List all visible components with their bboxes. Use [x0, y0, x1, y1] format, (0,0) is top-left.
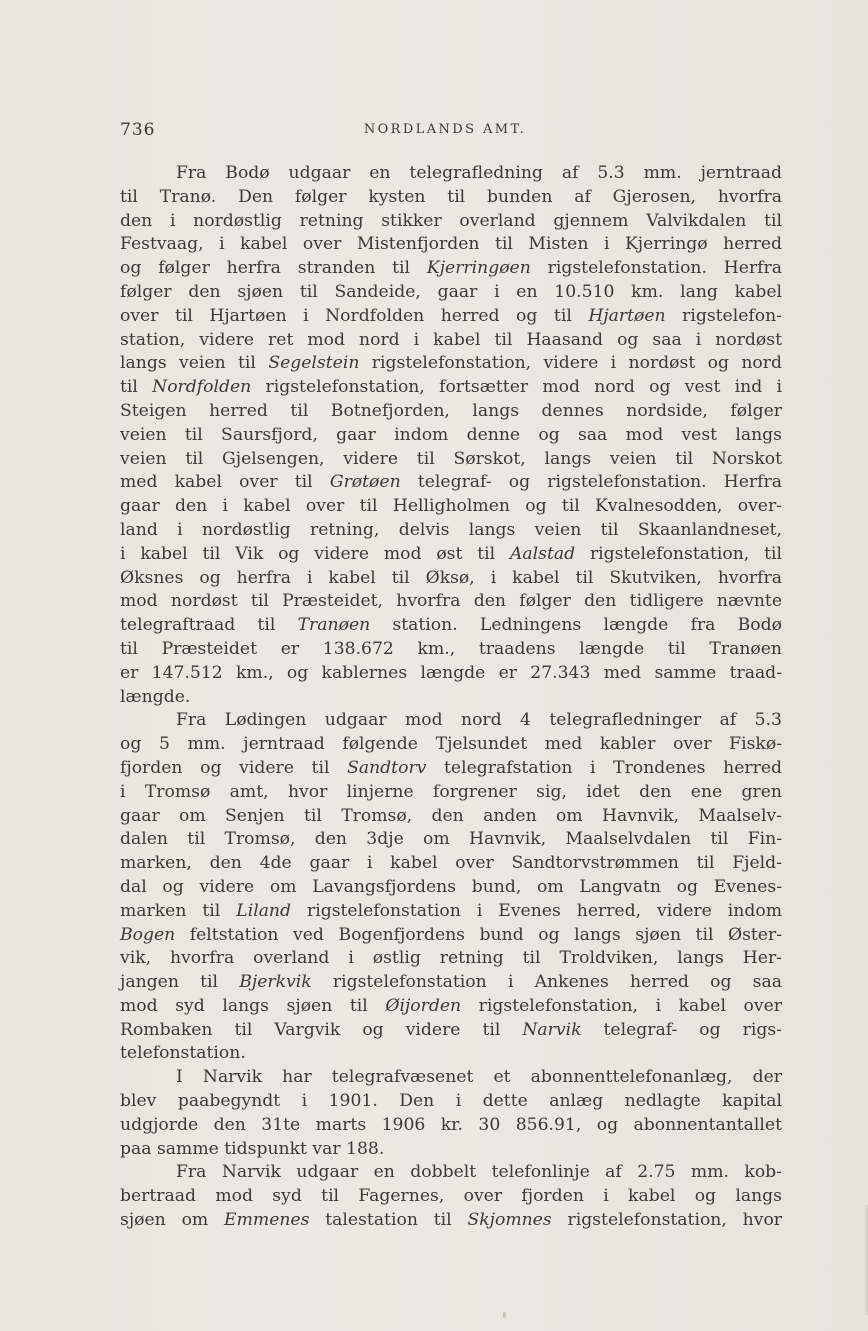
text-run: Fra Lødingen udgaar mod nord 4 telegrafledninger af 5.3: [176, 710, 782, 731]
paragraph: [120, 162, 782, 709]
text-line: [120, 1090, 782, 1114]
text-line: [120, 1066, 782, 1090]
text-run: dalen til Tromsø, den 3dje om Havnvik, Maalselvdalen til Fin-: [120, 829, 782, 850]
place-name: Skjomnes: [467, 1210, 552, 1231]
text-line: [120, 1138, 782, 1162]
text-line: [120, 733, 782, 757]
place-name: Grøtøen: [329, 472, 401, 493]
text-run: længde.: [120, 686, 191, 707]
text-run: telegraf- og rigstelefonstation. Herfra: [400, 472, 782, 493]
text-run: Steigen herred til Botnefjorden, langs dennes nordside, følger: [120, 400, 782, 421]
text-line: [120, 638, 782, 662]
text-run: rigstelefonstation. Herfra: [530, 258, 783, 279]
text-run: Fra Bodø udgaar en telegrafledning af 5.3 mm. jerntraad: [176, 163, 782, 183]
text-run: telefonstation.: [120, 1043, 246, 1064]
text-run: mod nordøst til Præsteidet, hvorfra den følger den tidligere nævnte: [120, 591, 782, 612]
text-run: marken, den 4de gaar i kabel over Sandtorvstrømmen til Fjeld-: [120, 853, 782, 874]
body-text: [120, 162, 782, 1233]
text-line: [120, 1209, 782, 1233]
text-run: Festvaag, i kabel over Mistenfjorden til Misten i Kjerringø herred: [120, 234, 782, 255]
text-run: station, videre ret mod nord i kabel til Haasand og saa i nordøst: [120, 329, 782, 350]
text-line: [120, 352, 782, 376]
text-line: [120, 781, 782, 805]
place-name: Aalstad: [509, 543, 576, 564]
text-line: [120, 471, 782, 495]
text-line: [120, 448, 782, 472]
text-line: [120, 495, 782, 519]
place-name: Bogen: [120, 924, 176, 945]
text-line: [120, 852, 782, 876]
text-run: til Tranø. Den følger kysten til bunden af Gjerosen, hvorfra: [120, 186, 782, 207]
text-run: til: [120, 377, 153, 398]
paragraph: [120, 1161, 782, 1232]
place-name: Sandtorv: [347, 757, 427, 778]
text-run: er 147.512 km., og kablernes længde er 27.343 med samme traad-: [120, 662, 782, 683]
text-line: [120, 162, 782, 186]
paragraph: [120, 709, 782, 1066]
page-edge-shadow: [864, 1205, 868, 1315]
text-run: over til Hjartøen i Nordfolden herred og til: [120, 305, 589, 326]
text-run: rigstelefonstation, videre i nordøst og nord: [359, 353, 782, 374]
text-line: [120, 424, 782, 448]
text-line: [120, 1114, 782, 1138]
text-run: bertraad mod syd til Fagernes, over fjorden i kabel og langs: [120, 1186, 782, 1207]
text-line: [120, 805, 782, 829]
text-line: [120, 709, 782, 733]
text-line: [120, 186, 782, 210]
text-run: Fra Narvik udgaar en dobbelt telefonlinje af 2.75 mm. kob-: [176, 1162, 782, 1183]
text-run: telegrafstation i Trondenes herred: [426, 757, 782, 778]
text-line: [120, 828, 782, 852]
text-run: station. Ledningens længde fra Bodø: [370, 615, 782, 636]
text-line: [120, 519, 782, 543]
text-run: marken til: [120, 900, 237, 921]
text-run: udgjorde den 31te marts 1906 kr. 30 856.91, og abonnentantallet: [120, 1114, 782, 1135]
text-run: telegraftraad til: [120, 615, 298, 636]
place-name: Segelstein: [268, 353, 360, 374]
text-run: gaar om Senjen til Tromsø, den anden om Havnvik, Maalselv-: [120, 805, 782, 826]
text-run: fjorden og videre til: [120, 757, 348, 778]
text-run: Rombaken til Vargvik og videre til: [120, 1019, 523, 1040]
text-run: med kabel over til: [120, 472, 330, 493]
text-line: [120, 1042, 782, 1066]
text-line: [120, 995, 782, 1019]
text-line: [120, 233, 782, 257]
text-line: [120, 1185, 782, 1209]
text-run: veien til Gjelsengen, videre til Sørskot, langs veien til Norskot: [120, 448, 782, 469]
text-line: [120, 257, 782, 281]
text-line: [120, 686, 782, 710]
running-title: NORDLANDS AMT.: [363, 122, 527, 137]
paragraph: [120, 1066, 782, 1161]
text-line: [120, 662, 782, 686]
text-run: telegraf- og rigs-: [581, 1019, 782, 1040]
text-line: [120, 210, 782, 234]
text-run: talestation til: [309, 1210, 468, 1231]
page-header: [120, 120, 770, 142]
text-run: dal og videre om Lavangsfjordens bund, om Langvatn og Evenes-: [120, 876, 782, 897]
text-run: rigstelefonstation, i kabel over: [461, 995, 783, 1016]
text-run: i Tromsø amt, hvor linjerne forgrener sig, idet den ene gren: [120, 781, 782, 802]
text-run: følger den sjøen til Sandeide, gaar i en 10.510 km. lang kabel: [120, 281, 782, 302]
place-name: Emmenes: [224, 1210, 310, 1231]
text-line: [120, 900, 782, 924]
paper-speck: [503, 1312, 506, 1318]
text-line: [120, 400, 782, 424]
text-run: til Præsteidet er 138.672 km., traadens længde til Tranøen: [120, 638, 782, 659]
place-name: Liland: [236, 900, 292, 921]
text-run: rigstelefonstation, fortsætter mod nord og vest ind i: [251, 377, 782, 398]
place-name: Nordfolden: [152, 377, 252, 398]
text-run: og 5 mm. jerntraad følgende Tjelsundet med kabler over Fiskø-: [120, 734, 782, 755]
text-run: og følger herfra stranden til: [120, 258, 427, 279]
text-line: [120, 971, 782, 995]
text-run: blev paabegyndt i 1901. Den i dette anlæg nedlagte kapital: [120, 1091, 782, 1112]
text-run: sjøen om: [120, 1210, 225, 1231]
text-run: land i nordøstlig retning, delvis langs veien til Skaanlandneset,: [120, 519, 782, 540]
text-run: mod syd langs sjøen til: [120, 995, 386, 1016]
text-run: I Narvik har telegrafvæsenet et abonnenttelefonanlæg, der: [176, 1067, 782, 1088]
place-name: Kjerringøen: [426, 258, 531, 279]
text-line: [120, 614, 782, 638]
text-line: [120, 924, 782, 948]
text-run: i kabel til Vik og videre mod øst til: [120, 543, 510, 564]
text-line: [120, 281, 782, 305]
text-run: rigstelefonstation, til: [575, 543, 782, 564]
text-run: den i nordøstlig retning stikker overland gjennem Valvikdalen til: [120, 210, 782, 231]
text-line: [120, 329, 782, 353]
text-run: vik, hvorfra overland i østlig retning til Troldviken, langs Her-: [120, 948, 782, 969]
text-line: [120, 876, 782, 900]
page-number: 736: [120, 120, 156, 140]
text-line: [120, 947, 782, 971]
place-name: Tranøen: [297, 615, 371, 636]
text-run: gaar den i kabel over til Helligholmen og til Kvalnesodden, over-: [120, 496, 782, 517]
text-run: veien til Saursfjord, gaar indom denne og saa mod vest langs: [120, 424, 782, 445]
text-line: [120, 376, 782, 400]
text-line: [120, 305, 782, 329]
text-run: rigstelefonstation i Ankenes herred og saa: [311, 972, 782, 993]
text-run: rigstelefon-: [665, 305, 782, 326]
text-run: jangen til: [120, 972, 240, 993]
text-run: rigstelefonstation, hvor: [551, 1210, 783, 1231]
text-run: feltstation ved Bogenfjordens bund og langs sjøen til Øster-: [175, 924, 782, 945]
text-line: [120, 757, 782, 781]
text-run: rigstelefonstation i Evenes herred, videre indom: [291, 900, 783, 921]
text-run: paa samme tidspunkt var 188.: [120, 1138, 385, 1159]
place-name: Hjartøen: [588, 305, 666, 326]
place-name: Øijorden: [385, 995, 462, 1016]
text-run: Øksnes og herfra i kabel til Øksø, i kabel til Skutviken, hvorfra: [120, 567, 782, 588]
text-line: [120, 1019, 782, 1043]
text-line: [120, 590, 782, 614]
text-run: langs veien til: [120, 353, 269, 374]
place-name: Narvik: [522, 1019, 582, 1040]
text-line: [120, 543, 782, 567]
place-name: Bjerkvik: [239, 972, 312, 993]
text-line: [120, 1161, 782, 1185]
text-line: [120, 567, 782, 591]
